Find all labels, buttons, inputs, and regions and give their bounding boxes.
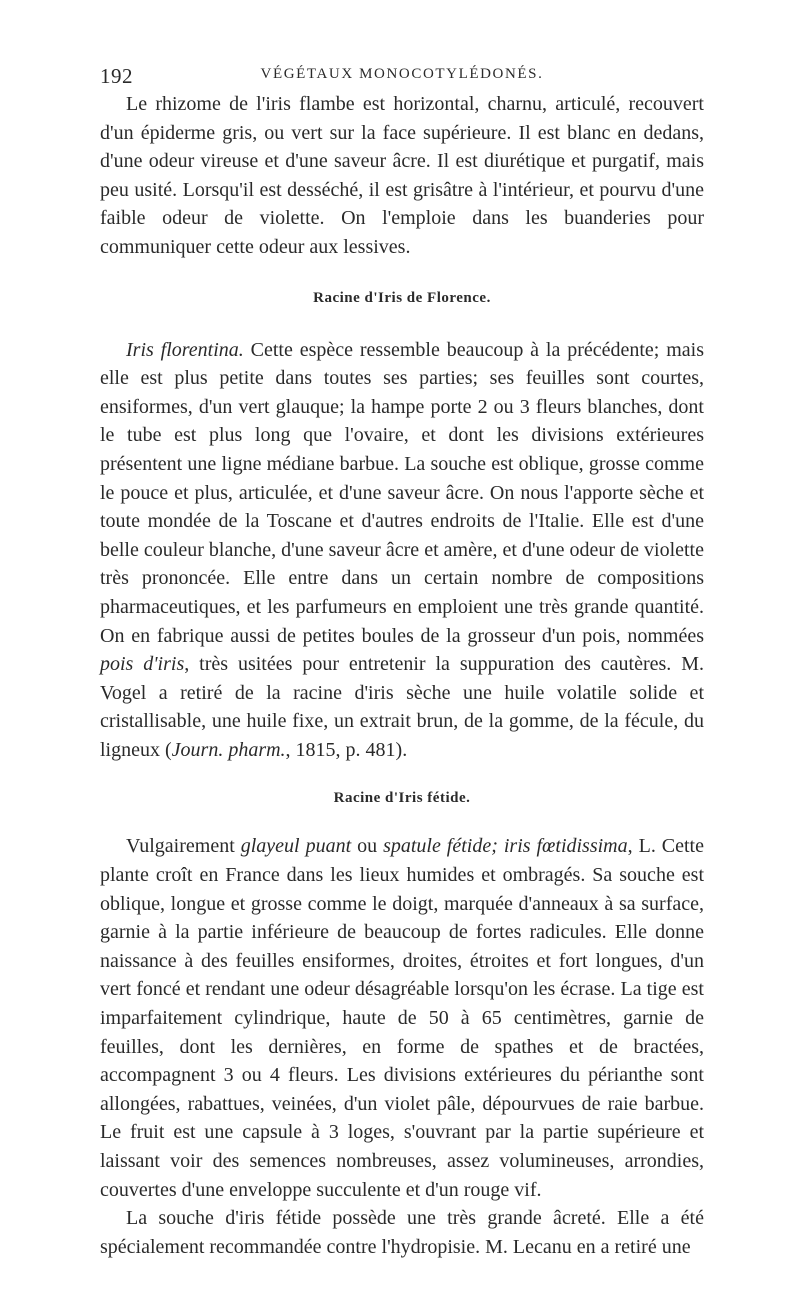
- paragraph-text: , 1815, p. 481).: [285, 738, 408, 761]
- page-header: [100, 64, 704, 90]
- paragraph-iris-fetide: [100, 832, 704, 1204]
- latin-name: Iris florentina.: [126, 338, 244, 361]
- emphasis-pois-iris: pois d'iris: [100, 653, 185, 676]
- page-body: [100, 90, 704, 1261]
- section-heading-iris-florence: Racine d'Iris de Florence.: [313, 289, 491, 306]
- paragraph-iris-flambe: Le rhizome de l'iris flambe est horizontal, charnu, articulé, recouvert d'un épiderme gris, ou vert sur la face supérieure. Il est blanc en dedans, d'une odeur vireuse et d'une saveur âcre. Il est diurétique et purgatif, mais peu usité. Lorsqu'il est desséché, il est grisâtre à l'intérieur, et pourvu d'une faible odeur de violette. On l'emploie dans les buanderies pour communiquer cette odeur aux lessives.: [100, 93, 704, 258]
- page-number: 192: [100, 64, 133, 88]
- emphasis-spatule-fetide: spatule fétide; iris fœtidissima: [383, 835, 628, 858]
- paragraph-text: , L. Cette plante croît en France dans les lieux humides et ombragés. Sa souche est oblique, longue et grosse comme le doigt, marquée d'anneaux à sa surface, garnie à la partie inférieure de beaucoup de fortes radicules. Elle donne naissance à des feuilles ensiformes, droites, étroites et fort longues, d'un vert foncé et rendant une odeur désagréable lorsqu'on les écrase. La tige est imparfaitement cylindrique, haute de 50 à 65 centimètres, garnie de feuilles, dont les dernières, en forme de spathes et de bractées, accompagnent 3 ou 4 fleurs. Les divisions extérieures du périanthe sont allongées, rabattues, veinées, d'un violet pâle, dépourvues de raie barbue. Le fruit est une capsule à 3 loges, s'ouvrant par la partie supérieure et laissant voir des semences nombreuses, assez volumineuses, arrondies, couvertes d'une enveloppe succulente et d'un rouge vif.: [100, 835, 704, 1201]
- journal-citation: Journ. pharm.: [171, 738, 286, 761]
- paragraph-souche-iris-fetide: La souche d'iris fétide possède une très grande âcreté. Elle a été spécialement recommandée contre l'hydropisie. M. Lecanu en a retiré une: [100, 1207, 704, 1258]
- paragraph-text: , très usitées pour entretenir la suppuration des cautères. M. Vogel a retiré de la racine d'iris sèche une huile volatile solide et cristallisable, une huile fixe, un extrait brun, de la gomme, de la fécule, du ligneux (: [100, 653, 704, 761]
- paragraph-text: Vulgairement: [126, 835, 241, 858]
- emphasis-glayeul-puant: glayeul puant: [240, 835, 352, 858]
- running-title: VÉGÉTAUX MONOCOTYLÉDONÉS.: [260, 66, 544, 82]
- paragraph-text: Cette espèce ressemble beaucoup à la précédente; mais elle est plus petite dans toutes ses parties; ses feuilles sont courtes, ensiformes, d'un vert glauque; la hampe porte 2 ou 3 fleurs blanches, dont le tube est plus long que l'ovaire, et dont les divisions extérieures présentent une ligne médiane barbue. La souche est oblique, grosse comme le pouce et plus, articulée, et d'une saveur âcre. On nous l'apporte sèche et toute mondée de la Toscane et d'autres endroits de l'Italie. Elle est d'une belle couleur blanche, d'une saveur âcre et amère, et d'une odeur de violette très prononcée. Elle entre dans un certain nombre de compositions pharmaceutiques, et les parfumeurs en emploient une très grande quantité. On en fabrique aussi de petites boules de la grosseur d'un pois, nommées: [100, 338, 704, 647]
- section-heading-iris-fetide: Racine d'Iris fétide.: [333, 790, 471, 807]
- paragraph-iris-florence: [100, 336, 704, 765]
- paragraph-text: ou: [351, 835, 384, 858]
